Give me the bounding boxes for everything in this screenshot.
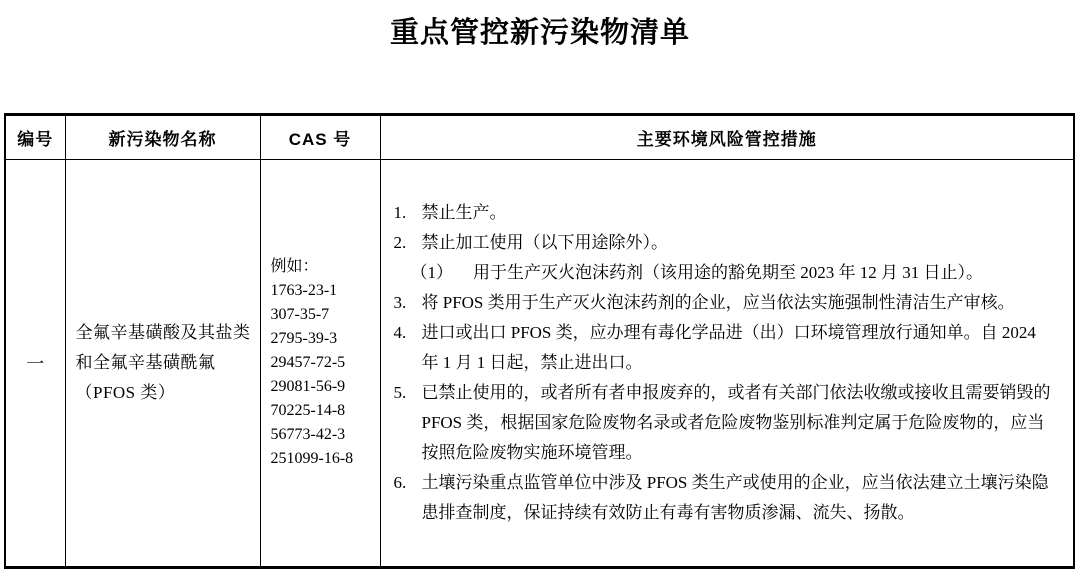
measure-item [394, 198, 1058, 228]
document-page [0, 10, 1080, 569]
measure-number: 1. [393, 203, 407, 222]
cas-number: 2795-39-3 [270, 330, 338, 347]
cas-example-label: 例如： [270, 258, 319, 275]
col-header-control-measures: 主要环境风险管控措施 [380, 115, 1074, 160]
row-index-cell: 一 [5, 160, 65, 568]
cas-number: 251099-16-8 [270, 450, 354, 467]
measure-item [394, 318, 1058, 378]
measure-text: 禁止加工使用（以下用途除外）。 [421, 233, 668, 252]
measure-item [394, 228, 1058, 258]
measure-sub-label: （1） [410, 263, 453, 282]
measure-text: 进口或出口 PFOS 类，应办理有毒化学品进（出）口环境管理放行通知单。自 2024 年 1 月 1 日起，禁止进出口。 [421, 323, 1036, 372]
control-measures-cell [380, 160, 1074, 568]
measure-item [394, 288, 1058, 318]
cas-number: 56773-42-3 [270, 426, 346, 443]
measure-item [394, 378, 1058, 468]
measure-number: 4. [393, 323, 407, 342]
measure-text: 将 PFOS 类用于生产灭火泡沫药剂的企业，应当依法实施强制性清洁生产审核。 [421, 293, 1015, 312]
col-header-index: 编号 [5, 115, 65, 160]
pollutant-name-line: 和全氟辛基磺酰氟 [75, 353, 216, 372]
cas-number: 1763-23-1 [270, 282, 338, 299]
cas-number: 70225-14-8 [270, 402, 346, 419]
table-header-row [5, 115, 1074, 160]
measure-item [394, 468, 1058, 528]
measure-number: 3. [393, 293, 407, 312]
cas-number: 307-35-7 [270, 306, 330, 323]
measure-number: 6. [393, 473, 407, 492]
pollutants-table [4, 113, 1075, 569]
measure-number: 5. [393, 383, 407, 402]
col-header-cas-number: CAS 号 [260, 115, 380, 160]
measure-text: 禁止生产。 [421, 203, 507, 222]
measure-number: 2. [393, 233, 407, 252]
pollutant-name-line: （PFOS 类） [75, 383, 176, 402]
page-title: 重点管控新污染物清单 [389, 17, 690, 49]
pollutant-name-cell [65, 160, 260, 568]
measure-text: 土壤污染重点监管单位中涉及 PFOS 类生产或使用的企业，应当依法建立土壤污染隐患排查制度，保证持续有效防止有毒有害物质渗漏、流失、扬散。 [421, 473, 1049, 522]
measure-sub-item [411, 258, 1058, 288]
pollutant-name-line: 全氟辛基磺酸及其盐类 [75, 323, 251, 342]
cas-numbers-cell [260, 160, 380, 568]
col-header-pollutant-name: 新污染物名称 [65, 115, 260, 160]
cas-number: 29457-72-5 [270, 354, 346, 371]
measure-text: 已禁止使用的，或者所有者申报废弃的，或者有关部门依法收缴或接收且需要销毁的 PFOS 类，根据国家危险废物名录或者危险废物鉴别标准判定属于危险废物的，应当按照危险废物实施环境管理。 [421, 383, 1051, 462]
measure-sub-text: 用于生产灭火泡沫药剂（该用途的豁免期至 2023 年 12 月 31 日止）。 [473, 263, 983, 282]
table-row [5, 160, 1074, 568]
cas-number: 29081-56-9 [270, 378, 346, 395]
